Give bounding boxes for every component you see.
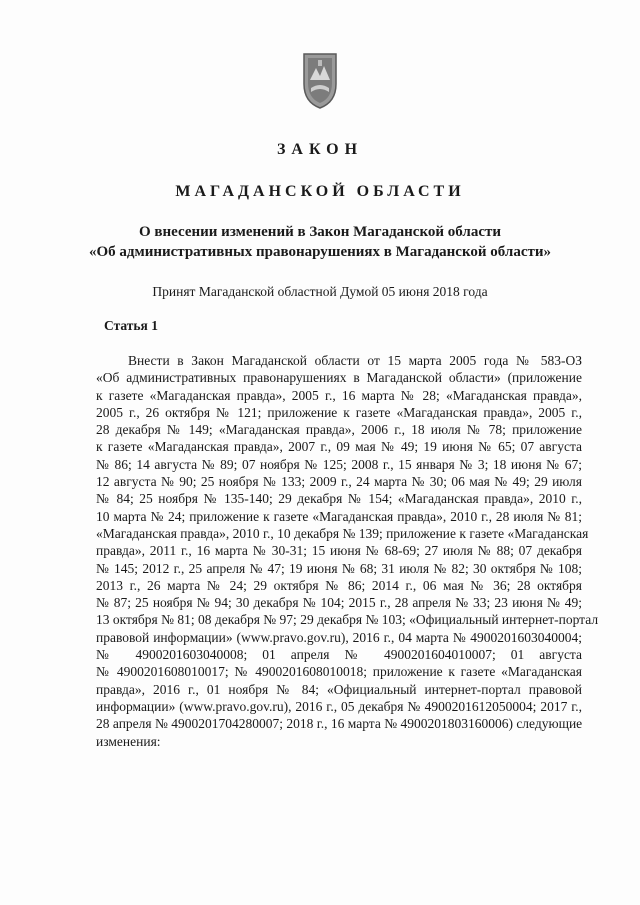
body-line: 10 марта № 24; приложение к газете «Магаданская правда», 2010 г., 28 июля № 81;: [96, 508, 582, 524]
body-line: 2013 г., 26 марта № 24; 29 октября № 86; 2014 г., 06 мая № 36; 28 октября: [96, 577, 582, 593]
body-line: 28 декабря № 149; «Магаданская правда», 2006 г., 18 июля № 78; приложение: [96, 422, 582, 438]
body-line: 13 октября № 81; 08 декабря № 97; 29 декабря № 103; «Официальный интернет-портал: [96, 612, 599, 628]
body-line: № 87; 25 ноября № 94; 30 декабря № 104; 2015 г., 28 апреля № 33; 23 июня № 49;: [96, 595, 582, 611]
body-line: 28 апреля № 4900201704280007; 2018 г., 16 марта № 4900201803160006) следующие: [96, 716, 583, 732]
law-title: ЗАКОН: [276, 141, 364, 158]
body-line: № 4900201603040008; 01 апреля № 4900201604010007; 01 августа: [96, 647, 582, 663]
body-line: «Об административных правонарушениях в Магаданской области» (приложение: [96, 370, 582, 386]
body-line: правда», 2016 г., 01 ноября № 84; «Официальный интернет-портал правовой: [96, 681, 582, 697]
body-line: Внести в Закон Магаданской области от 15 марта 2005 года № 583-ОЗ: [128, 353, 582, 368]
article-body: [96, 352, 599, 750]
body-line: к газете «Магаданская правда», 2007 г., 09 мая № 49; 19 июня № 65; 07 августа: [96, 439, 582, 455]
magadan-coat-of-arms-icon: [302, 50, 338, 110]
region-title: МАГАДАНСКОЙ ОБЛАСТИ: [175, 183, 465, 200]
body-line: № 86; 14 августа № 89; 07 ноября № 125; 2008 г., 15 января № 3; 18 июня № 67;: [96, 456, 582, 472]
body-line: изменения:: [96, 733, 161, 749]
body-line: информации» (www.pravo.gov.ru), 2016 г., 05 декабря № 4900201612050004; 2017 г.,: [96, 698, 582, 714]
body-line: 12 августа № 90; 25 ноября № 133; 2009 г., 24 марта № 30; 06 мая № 49; 29 июля: [96, 474, 582, 490]
body-line: правовой информации» (www.pravo.gov.ru), 2016 г., 04 марта № 4900201603040004;: [96, 629, 582, 645]
body-line: 2005 г., 26 октября № 121; приложение к газете «Магаданская правда», 2005 г.,: [96, 404, 582, 420]
body-line: к газете «Магаданская правда», 2005 г., 16 марта № 28; «Магаданская правда»,: [96, 387, 582, 403]
law-subject: [60, 222, 580, 262]
body-line: правда», 2011 г., 16 марта № 30-31; 15 июня № 68-69; 27 июля № 88; 07 декабря: [96, 543, 582, 559]
body-line: «Магаданская правда», 2010 г., 10 декабря № 139; приложение к газете «Магаданская: [96, 525, 589, 541]
article-heading: Статья 1: [104, 318, 158, 333]
body-line: № 145; 2012 г., 25 апреля № 47; 19 июня № 68; 31 июля № 82; 30 октября № 108;: [96, 560, 582, 576]
adoption-note: Принят Магаданской областной Думой 05 июня 2018 года: [152, 284, 488, 299]
law-subject-line: О внесении изменений в Закон Магаданской области: [139, 224, 501, 240]
body-line: № 4900201608010017; № 4900201608010018; приложение к газете «Магаданская: [96, 664, 582, 680]
law-subject-line: «Об административных правонарушениях в Магаданской области»: [88, 244, 552, 260]
body-line: № 84; 25 ноября № 135-140; 29 декабря № 154; «Магаданская правда», 2010 г.,: [96, 491, 582, 507]
